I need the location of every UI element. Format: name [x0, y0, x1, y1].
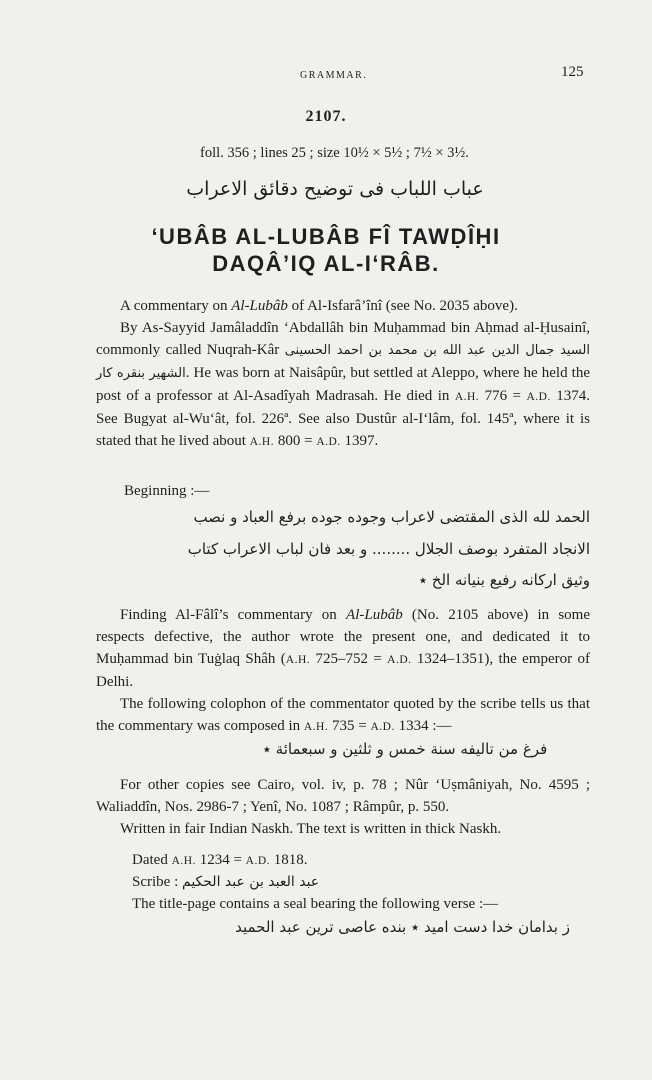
- running-head: GRAMMAR.: [300, 70, 368, 81]
- page-header: [0, 62, 652, 86]
- beginning-arabic-line-1: الحمد لله الذی المقتضی لاعراب وجوده جوده برفع العباد و نصب: [193, 508, 590, 526]
- entry-number: 2107.: [305, 108, 347, 125]
- dedication-paragraph: Finding Al-Fâlî’s commentary on Al-Lubâb (No. 2105 above) in some respects defective, the author wrote the present one, and dedicated it to Muḥammad bin Tuġlaq Shâh (A.H. 725–752 = A.D. 1324–1351), the emperor of Delhi.: [96, 607, 591, 690]
- colophon-arabic: فرغ من تالیفه سنة خمس و ثلثین و سبعمائة ٭: [262, 740, 548, 758]
- arabic-title: عباب اللباب فی توضیح دقائق الاعراب: [186, 178, 484, 200]
- transliterated-title-line-2: DAQÂ’IQ AL-I‘RÂB.: [212, 251, 440, 276]
- author-paragraph: By As-Sayyid Jamâladdîn ‘Abdallâh bin Muḥammad bin Aḥmad al-Ḥusainî, commonly called Nuqrah-Kâr السید جمال الدین عبد الله بن محمد بن احمد الحسینی الشهیر بنقره کار. He was born at Naisâpûr, but settled at Aleppo, where he held the post of a professor at Al-Asadîyah Madrasah. He died in A.H. 776 = A.D. 1374. See Bugyat al-Wu‘ât, fol. 226ª. See also Dustûr al-I‘lâm, fol. 145ª, where it is stated that he lived about A.H. 800 = A.D. 1397.: [96, 320, 591, 449]
- beginning-arabic-line-3: وثیق ارکانه رفیع بنیانه الخ ٭: [418, 571, 590, 589]
- copies-block: [96, 774, 590, 840]
- author-name-arabic: السید جمال الدین عبد الله بن محمد بن احمد الحسینی الشهیر بنقره کار: [96, 343, 591, 381]
- transliterated-title-line-1: ‘UBÂB AL-LUBÂB FÎ TAWḌÎḤI: [151, 224, 501, 249]
- scribe-line: Scribe : عبد العبد بن عبد الحکیم: [132, 874, 320, 890]
- scribe-name-arabic: عبد العبد بن عبد الحکیم: [182, 874, 320, 890]
- beginning-label: Beginning :—: [124, 483, 210, 499]
- script-paragraph: Written in fair Indian Naskh. The text is written in thick Naskh.: [120, 821, 502, 837]
- beginning-arabic-line-2: الانجاد المتفرد بوصف الجلال ........ و بعد فان لباب الاعراب کتاب: [187, 540, 590, 558]
- page-number: 125: [561, 64, 584, 80]
- seal-line: The title-page contains a seal bearing the following verse :—: [132, 896, 499, 912]
- context-block: [96, 604, 590, 738]
- manuscript-meta: foll. 356 ; lines 25 ; size 10½ × 5½ ; 7½ × 3½.: [200, 145, 469, 161]
- colophon-paragraph: The following colophon of the commentator quoted by the scribe tells us that the commentary was composed in A.H. 735 = A.D. 1334 :—: [96, 696, 590, 734]
- description-block: [96, 295, 590, 453]
- commentary-paragraph: A commentary on Al-Lubâb of Al-Isfarâ’înî (see No. 2035 above).: [120, 298, 518, 314]
- work-title: Al-Lubâb: [346, 607, 403, 623]
- other-copies-paragraph: For other copies see Cairo, vol. iv, p. 78 ; Nûr ‘Uṣmâniyah, No. 4595 ; Waliaddîn, Nos. 2986-7 ; Yenî, No. 1087 ; Râmpûr, p. 550.: [96, 777, 590, 815]
- date-line: Dated A.H. 1234 = A.D. 1818.: [132, 852, 308, 868]
- work-title: Al-Lubâb: [231, 298, 288, 314]
- seal-verse-arabic: ز بدامان خدا دست امید ٭ بنده عاصی ترین عبد الحمید: [235, 918, 570, 936]
